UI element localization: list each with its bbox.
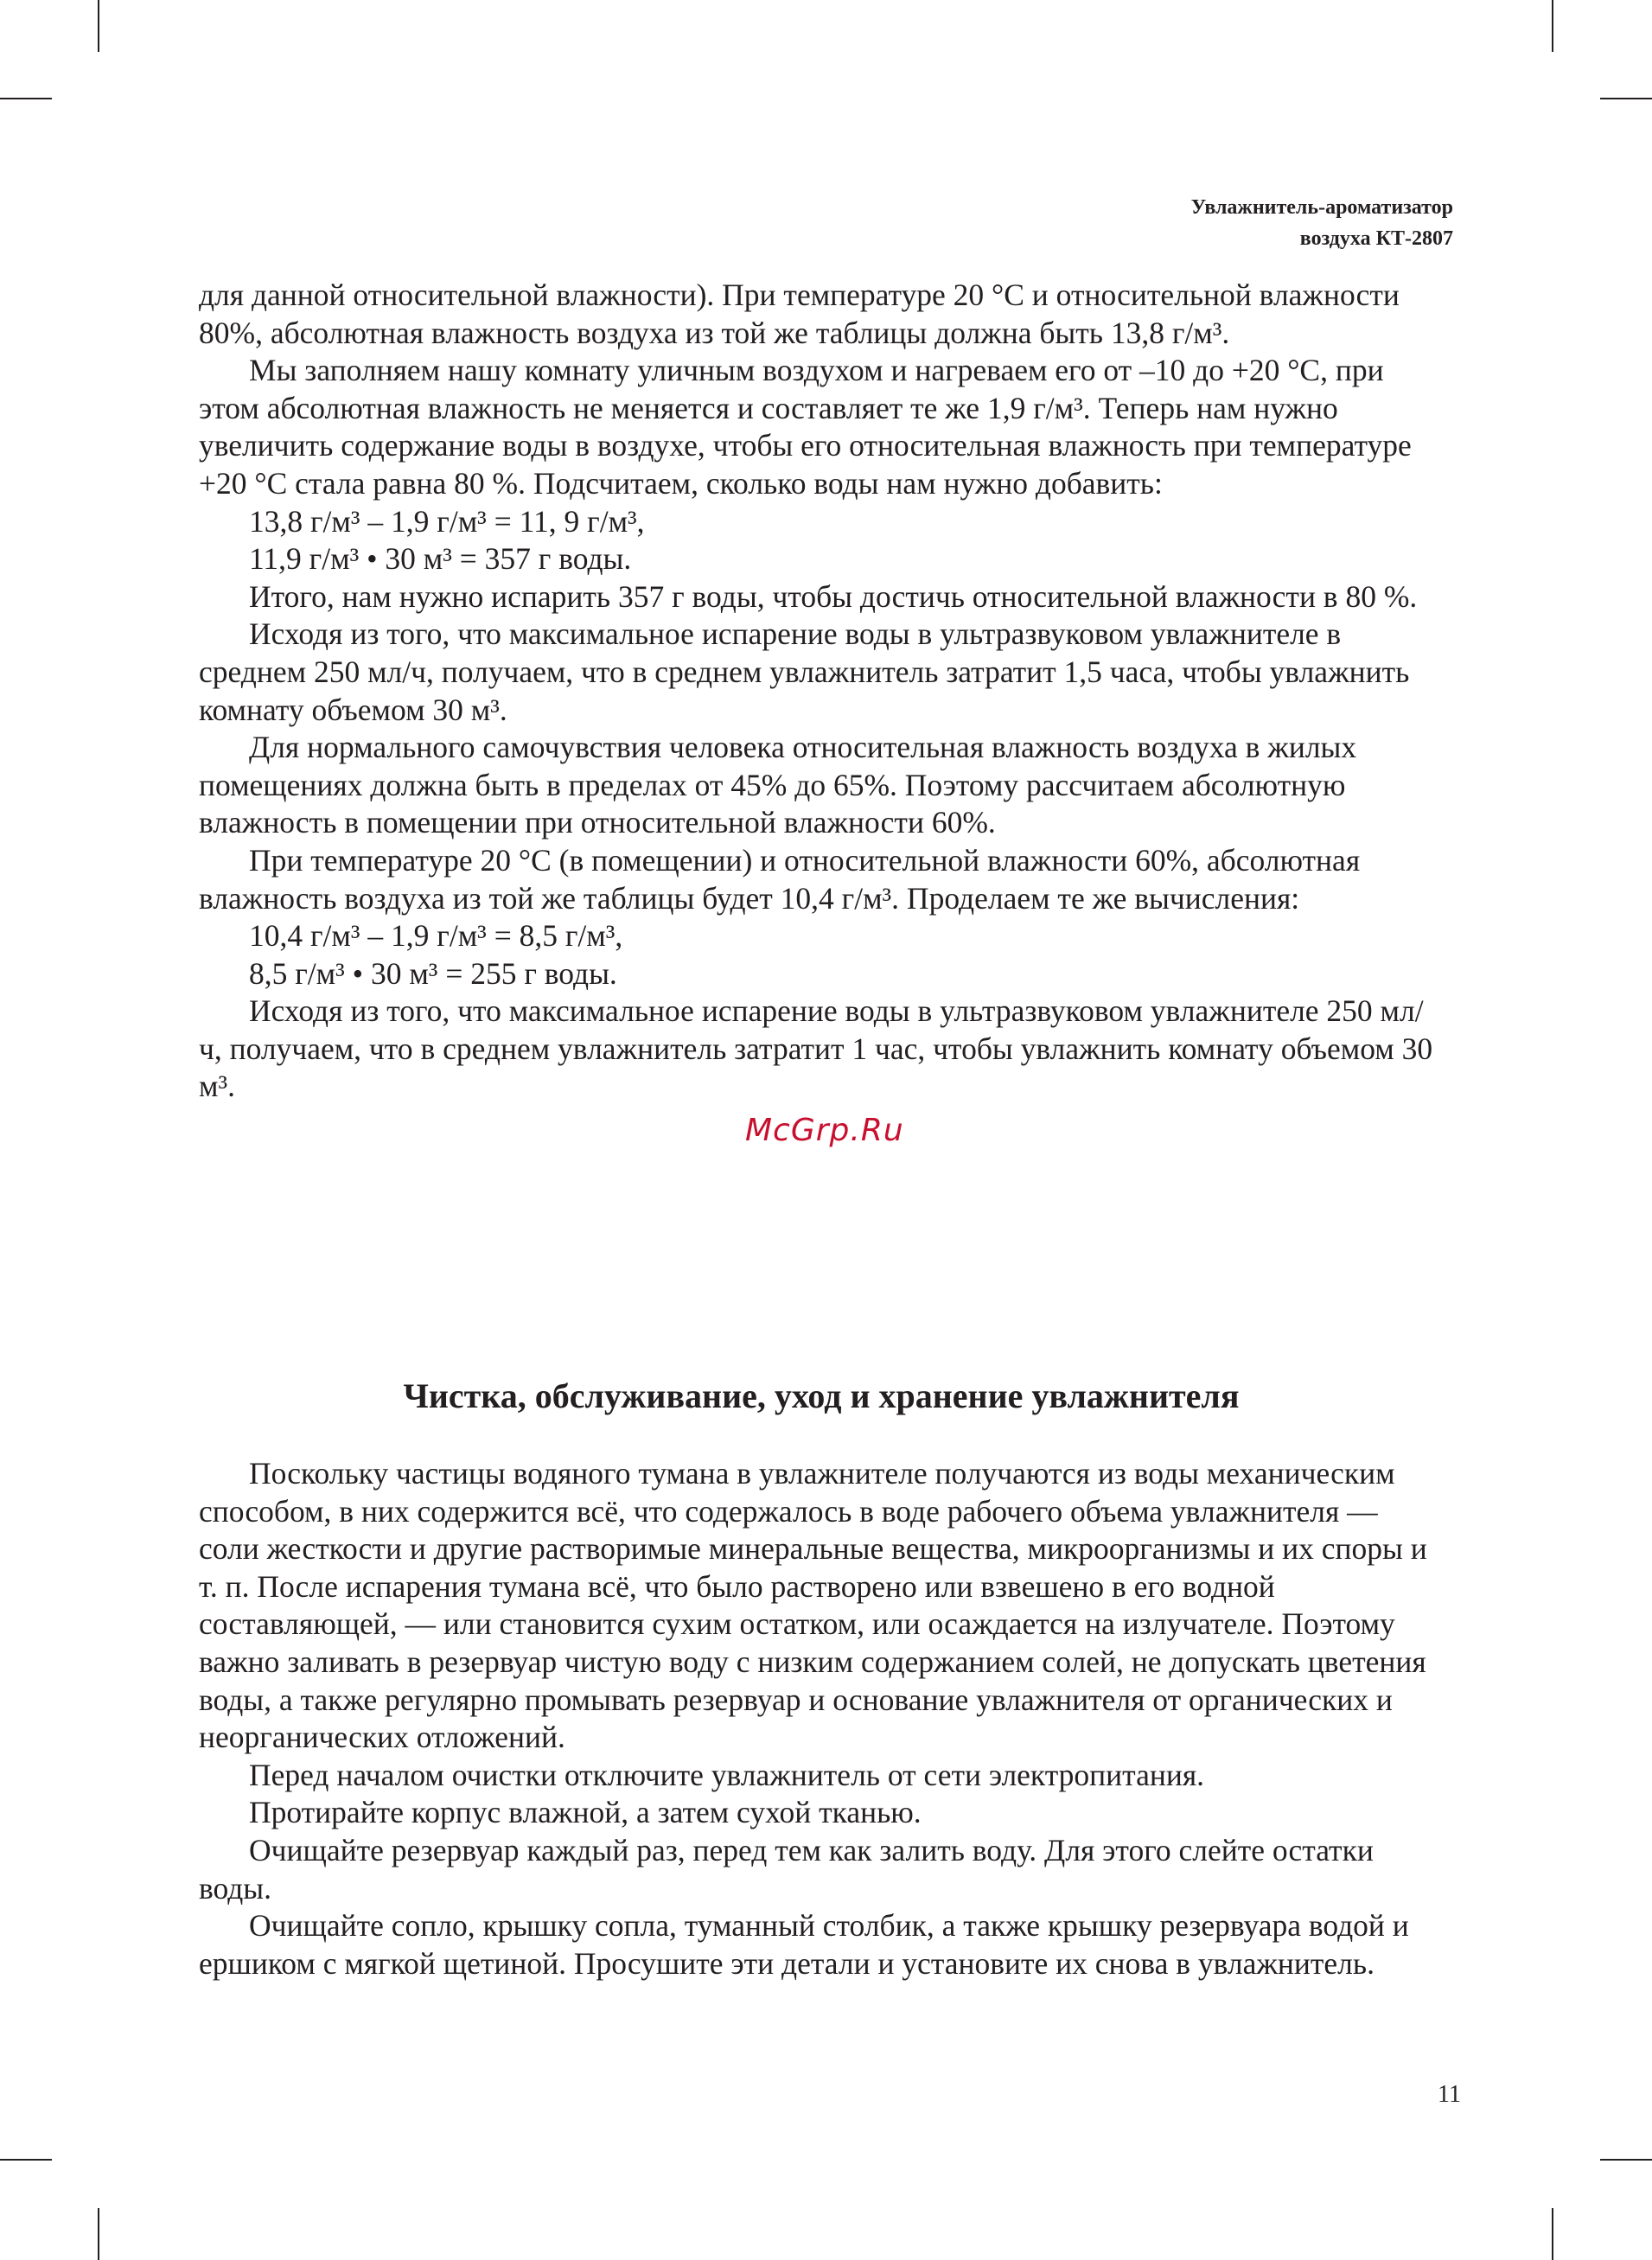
paragraph: Исходя из того, что максимальное испарение воды в ультразвуковом увлажнителе 250 мл/ч, получаем, что в среднем увлажнитель затратит 1 час, чтобы увлажнить комнату объемом 30 м³. — [199, 993, 1433, 1104]
crop-mark — [0, 98, 52, 99]
paragraph: для данной относительной влажности). При температуре 20 °С и относительной влажности 80%, абсолютная влажность воздуха из той же таблицы должна быть 13,8 г/м³. — [199, 278, 1400, 350]
formula: 11,9 г/м³ • 30 м³ = 357 г воды. — [249, 541, 632, 577]
paragraph: Поскольку частицы водяного тумана в увлажнителе получаются из воды механическим способом, в них содержится всё, что содержалось в воде рабочего объема увлажнителя — соли жесткости и другие растворимые минеральные вещества, микроорганизмы и их споры и т. п. После испарения тумана всё, что было растворено или взвешено в его водной составляющей, — или становится сухим остатком, или осаждается на излучателе. Поэтому важно заливать в резервуар чистую воду с низким содержанием солей, не допускать цветения воды, а также регулярно промывать резервуар и основание увлажнителя от органических и неорганических отложений. — [199, 1456, 1427, 1755]
crop-mark — [1552, 0, 1553, 52]
formula: 13,8 г/м³ – 1,9 г/м³ = 11, 9 г/м³, — [249, 503, 645, 539]
paragraph: Исходя из того, что максимальное испарение воды в ультразвуковом увлажнителе в среднем 250 мл/ч, получаем, что в среднем увлажнитель затратит 1,5 часа, чтобы увлажнить комнату объемом 30 м³. — [199, 616, 1410, 727]
paragraph: Итого, нам нужно испарить 357 г воды, чтобы достичь относительной влажности в 80 %. — [249, 578, 1418, 614]
crop-mark — [1552, 2208, 1553, 2260]
paragraph: Протирайте корпус влажной, а затем сухой тканью. — [249, 1795, 922, 1830]
paragraph: Очищайте сопло, крышку сопла, туманный столбик, а также крышку резервуара водой и ершиком с мягкой щетиной. Просушите эти детали и установите их снова в увлажнитель. — [199, 1908, 1409, 1981]
formula: 10,4 г/м³ – 1,9 г/м³ = 8,5 г/м³, — [249, 918, 623, 954]
paragraph: При температуре 20 °С (в помещении) и относительной влажности 60%, абсолютная влажность воздуха из той же таблицы будет 10,4 г/м³. Проделаем те же вычисления: — [199, 842, 1361, 916]
page-number: 11 — [1438, 2081, 1461, 2108]
section-calculation — [199, 277, 1444, 1106]
crop-mark — [98, 0, 99, 52]
header-line-2: воздуха КТ-2807 — [1299, 227, 1453, 250]
paragraph: Для нормального самочувствия человека относительная влажность воздуха в жилых помещениях должна быть в пределах от 45% до 65%. Поэтому рассчитаем абсолютную влажность в помещении при относительной влажности 60%. — [199, 730, 1357, 840]
running-header — [1191, 192, 1453, 254]
crop-mark — [1600, 2159, 1652, 2161]
section-cleaning — [199, 1455, 1444, 1982]
formula: 8,5 г/м³ • 30 м³ = 255 г воды. — [249, 955, 617, 991]
section-title: Чистка, обслуживание, уход и хранение увлажнителя — [403, 1376, 1240, 1415]
watermark: McGrp.Ru — [745, 1113, 904, 1148]
crop-mark — [1600, 98, 1652, 99]
paragraph: Перед началом очистки отключите увлажнитель от сети электропитания. — [249, 1757, 1205, 1792]
paragraph: Мы заполняем нашу комнату уличным воздухом и нагреваем его от –10 до +20 °С, при этом абсолютная влажность не меняется и составляет те же 1,9 г/м³. Теперь нам нужно увеличить содержание воды в воздухе, чтобы его относительная влажность при температуре +20 °С стала равна 80 %. Подсчитаем, сколько воды нам нужно добавить: — [199, 353, 1412, 501]
crop-mark — [0, 2159, 52, 2161]
header-line-1: Увлажнитель-ароматизатор — [1190, 196, 1453, 219]
paragraph: Очищайте резервуар каждый раз, перед тем как залить воду. Для этого слейте остатки воды. — [199, 1832, 1374, 1906]
crop-mark — [98, 2208, 99, 2260]
